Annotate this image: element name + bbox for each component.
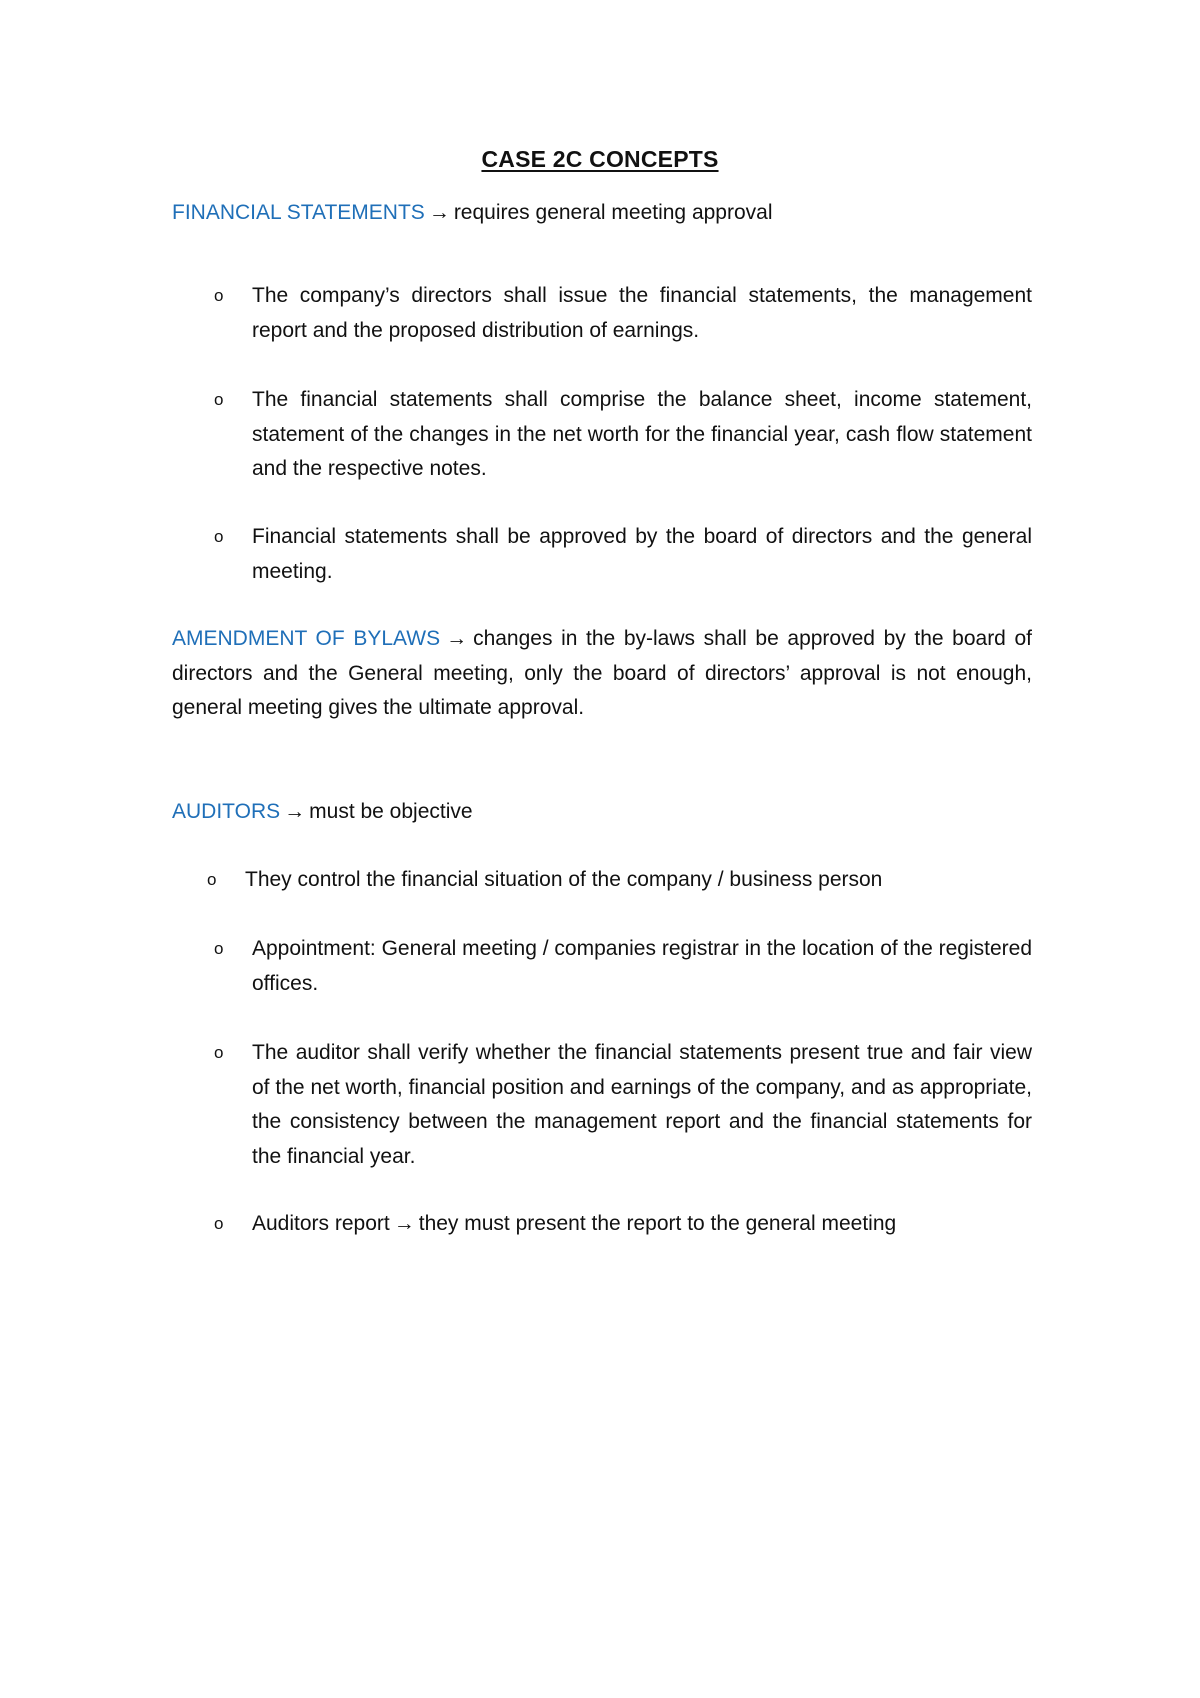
auditors-rest: must be objective	[309, 800, 473, 823]
list-item-text: The company’s directors shall issue the financial statements, the management report and the proposed distribution of earnings.	[252, 284, 1032, 342]
list-item-text: The auditor shall verify whether the financial statements present true and fair view of the net worth, financial position and earnings of the company, and as appropriate, the consistency between the management report and the financial statements for the financial year.	[252, 1041, 1032, 1168]
document-title	[0, 146, 1200, 173]
auditors-key: AUDITORS	[172, 800, 281, 823]
list-item	[207, 863, 1025, 898]
list-item	[214, 1207, 1032, 1242]
list-item	[214, 1036, 1032, 1174]
bylaws-rest: changes in the by-laws shall be approved by the board of directors and the General meeting, only the board of directors’ approval is not enough, general meeting gives the ultimate approval.	[172, 627, 1032, 719]
bylaws-key: AMENDMENT OF BYLAWS	[172, 627, 441, 650]
arrow-icon: →	[393, 1212, 415, 1235]
bullet-circle-icon: o	[214, 1214, 224, 1233]
bullet-circle-icon: o	[214, 527, 224, 546]
auditors-heading	[172, 795, 1032, 829]
list-item-text: The financial statements shall comprise the balance sheet, income statement, statement of the changes in the net worth for the financial year, cash flow statement and the respective notes.	[252, 388, 1032, 480]
arrow-icon: →	[284, 800, 306, 823]
auditors-report-rest: they must present the report to the general meeting	[418, 1212, 897, 1235]
list-item-text: Financial statements shall be approved by the board of directors and the general meeting.	[252, 525, 1032, 583]
financial-statements-key: FINANCIAL STATEMENTS	[172, 201, 425, 224]
financial-statements-heading	[172, 196, 1032, 230]
list-item-text	[252, 1207, 1032, 1242]
financial-statements-rest: requires general meeting approval	[453, 201, 773, 224]
list-item	[214, 932, 1032, 1001]
bylaws-paragraph	[172, 622, 1032, 726]
bullet-circle-icon: o	[207, 870, 217, 889]
bullet-circle-icon: o	[214, 286, 224, 305]
bullet-circle-icon: o	[214, 939, 224, 958]
list-item-text: They control the financial situation of the company / business person	[245, 868, 883, 891]
list-item-text: Appointment: General meeting / companies registrar in the location of the registered offices.	[252, 937, 1032, 995]
bullet-circle-icon: o	[214, 1043, 224, 1062]
document-title-text: CASE 2C CONCEPTS	[481, 146, 719, 172]
list-item	[214, 383, 1032, 487]
arrow-icon: →	[428, 201, 450, 224]
arrow-icon: →	[446, 627, 468, 650]
list-item	[214, 279, 1032, 348]
auditors-report-key: Auditors report	[252, 1212, 390, 1235]
list-item	[214, 520, 1032, 589]
bullet-circle-icon: o	[214, 390, 224, 409]
